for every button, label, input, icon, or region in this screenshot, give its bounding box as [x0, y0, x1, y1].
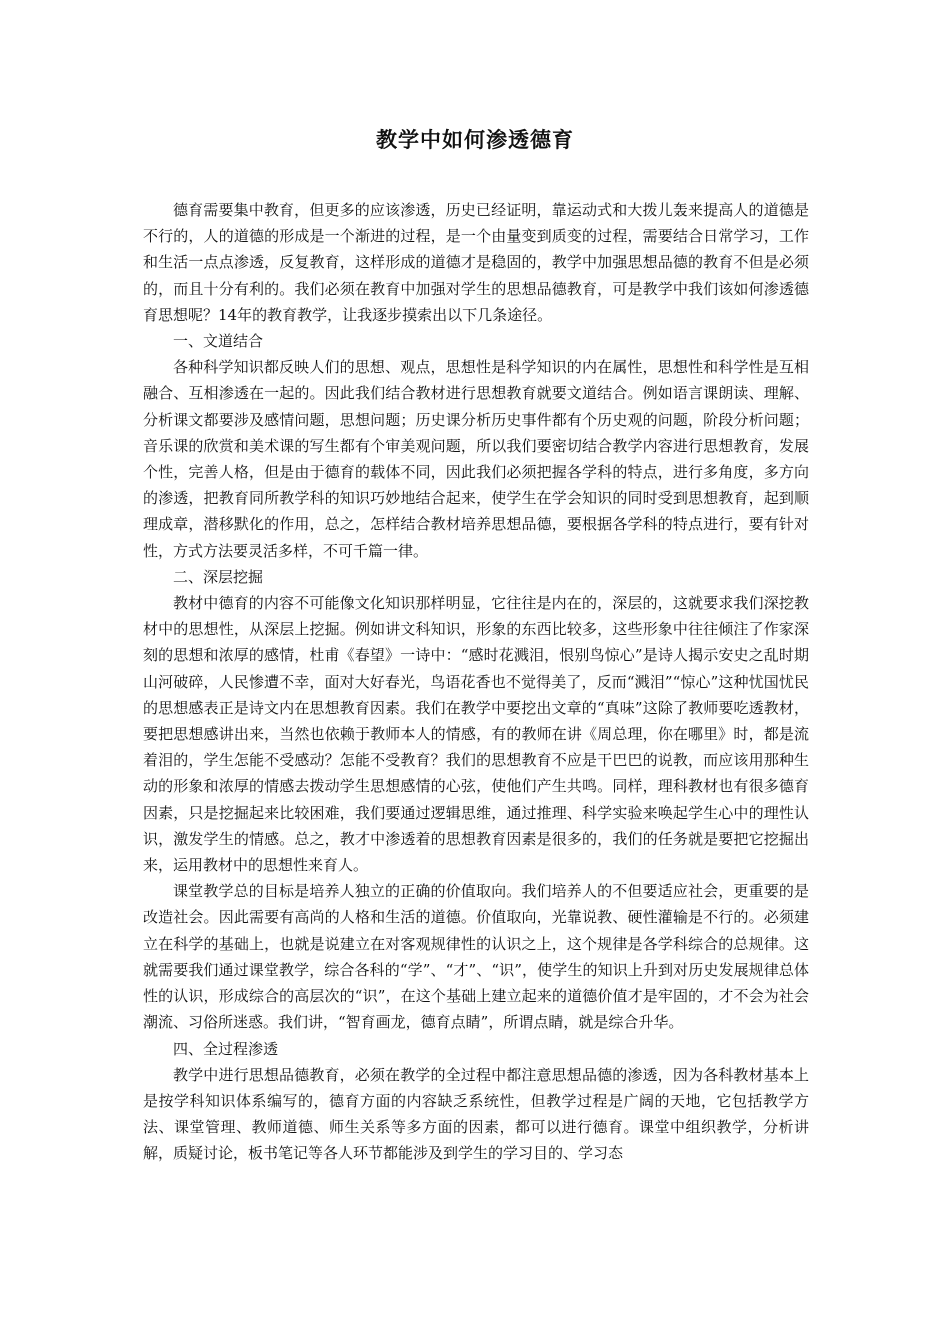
section-heading-2: 二、深层挖掘 — [173, 567, 264, 586]
intro-paragraph: 德育需要集中教育，但更多的应该渗透，历史已经证明，靠运动式和大拨儿轰来提高人的道德是不行的，人的道德的形成是一个渐进的过程，是一个由量变到质变的过程，需要结合日常学习，工作和生活一点点渗透，反复教育，这样形成的道德才是稳固的，教学中加强思想品德的教育不但是必须的，而且十分有利的。我们必须在教育中加强对学生的思想品德教育，可是教学中我们该如何渗透德育思想呢？14年的教育教学，让我逐步摸索出以下几条途径。 — [143, 201, 809, 324]
section-4-paragraph: 教学中进行思想品德教育，必须在教学的全过程中都注意思想品德的渗透，因为各科教材基本上是按学科知识体系编写的，德育方面的内容缺乏系统性，但教学过程是广阔的天地，它包括教学方法、课堂管理、教师道德、师生关系等多方面的因素，都可以进行德育。课堂中组织教学，分析讲解，质疑讨论，板书笔记等各人环节都能涉及到学生的学习目的、学习态 — [143, 1065, 809, 1163]
section-heading-4: 四、全过程渗透 — [173, 1039, 279, 1058]
page-title: 教学中如何渗透德育 — [376, 128, 574, 152]
section-heading-1: 一、文道结合 — [173, 332, 264, 351]
section-2-paragraph: 教材中德育的内容不可能像文化知识那样明显，它往往是内在的，深层的，这就要求我们深挖教材中的思想性，从深层上挖掘。例如讲文科知识，形象的东西比较多，这些形象中往往倾注了作家深刻的思想和浓厚的感情，杜甫《春望》一诗中：“感时花溅泪，恨别鸟惊心”是诗人揭示安史之乱时期山河破碎，人民惨遭不幸，面对大好春光，鸟语花香也不觉得美了，反而“溅泪”“惊心”这种忧国忧民的思想感表正是诗文内在思想教育因素。我们在教学中要挖出文章的“真味”这除了教师要吃透教材，要把思想感讲出来，当然也依赖于教师本人的情感，有的教师在讲《周总理，你在哪里》时，都是流着泪的，学生怎能不受感动？怎能不受教育？我们的思想教育不应是干巴巴的说教，而应该用那种生动的形象和浓厚的情感去拨动学生思想感情的心弦，使他们产生共鸣。同样，理科教材也有很多德育因素，只是挖掘起来比较困难，我们要通过逻辑思维，通过推理、科学实验来唤起学生心中的理性认识，激发学生的情感。总之，教才中渗透着的思想教育因素是很多的，我们的任务就是要把它挖掘出来，运用教材中的思想性来育人。 — [143, 594, 809, 875]
section-3-paragraph: 课堂教学总的目标是培养人独立的正确的价值取向。我们培养人的不但要适应社会，更重要的是改造社会。因此需要有高尚的人格和生活的道德。价值取向，光靠说教、硬性灌输是不行的。必须建立在科学的基础上，也就是说建立在对客观规律性的认识之上，这个规律是各学科综合的总规律。这就需要我们通过课堂教学，综合各科的“学”、“才”、“识”，使学生的知识上升到对历史发展规律总体性的认识，形成综合的高层次的“识”，在这个基础上建立起来的道德价值才是牢固的，才不会为社会潮流、习俗所迷惑。我们讲，“智育画龙，德育点睛”，所谓点睛，就是综合升华。 — [143, 882, 809, 1032]
document-body — [143, 197, 809, 1167]
section-1-paragraph: 各种科学知识都反映人们的思想、观点，思想性是科学知识的内在属性，思想性和科学性是互相融合、互相渗透在一起的。因此我们结合教材进行思想教育就要文道结合。例如语言课朗读、理解、分析课文都要涉及感情问题，思想问题；历史课分析历史事件都有个历史观的问题，阶段分析问题；音乐课的欣赏和美术课的写生都有个审美观问题，所以我们要密切结合教学内容进行思想教育，发展个性，完善人格，但是由于德育的载体不同，因此我们必须把握各学科的特点，进行多角度，多方向的渗透，把教育同所教学科的知识巧妙地结合起来，使学生在学会知识的同时受到思想教育，起到顺理成章，潜移默化的作用，总之，怎样结合教材培养思想品德，要根据各学科的特点进行，要有针对性，方式方法要灵活多样，不可千篇一律。 — [143, 358, 809, 560]
